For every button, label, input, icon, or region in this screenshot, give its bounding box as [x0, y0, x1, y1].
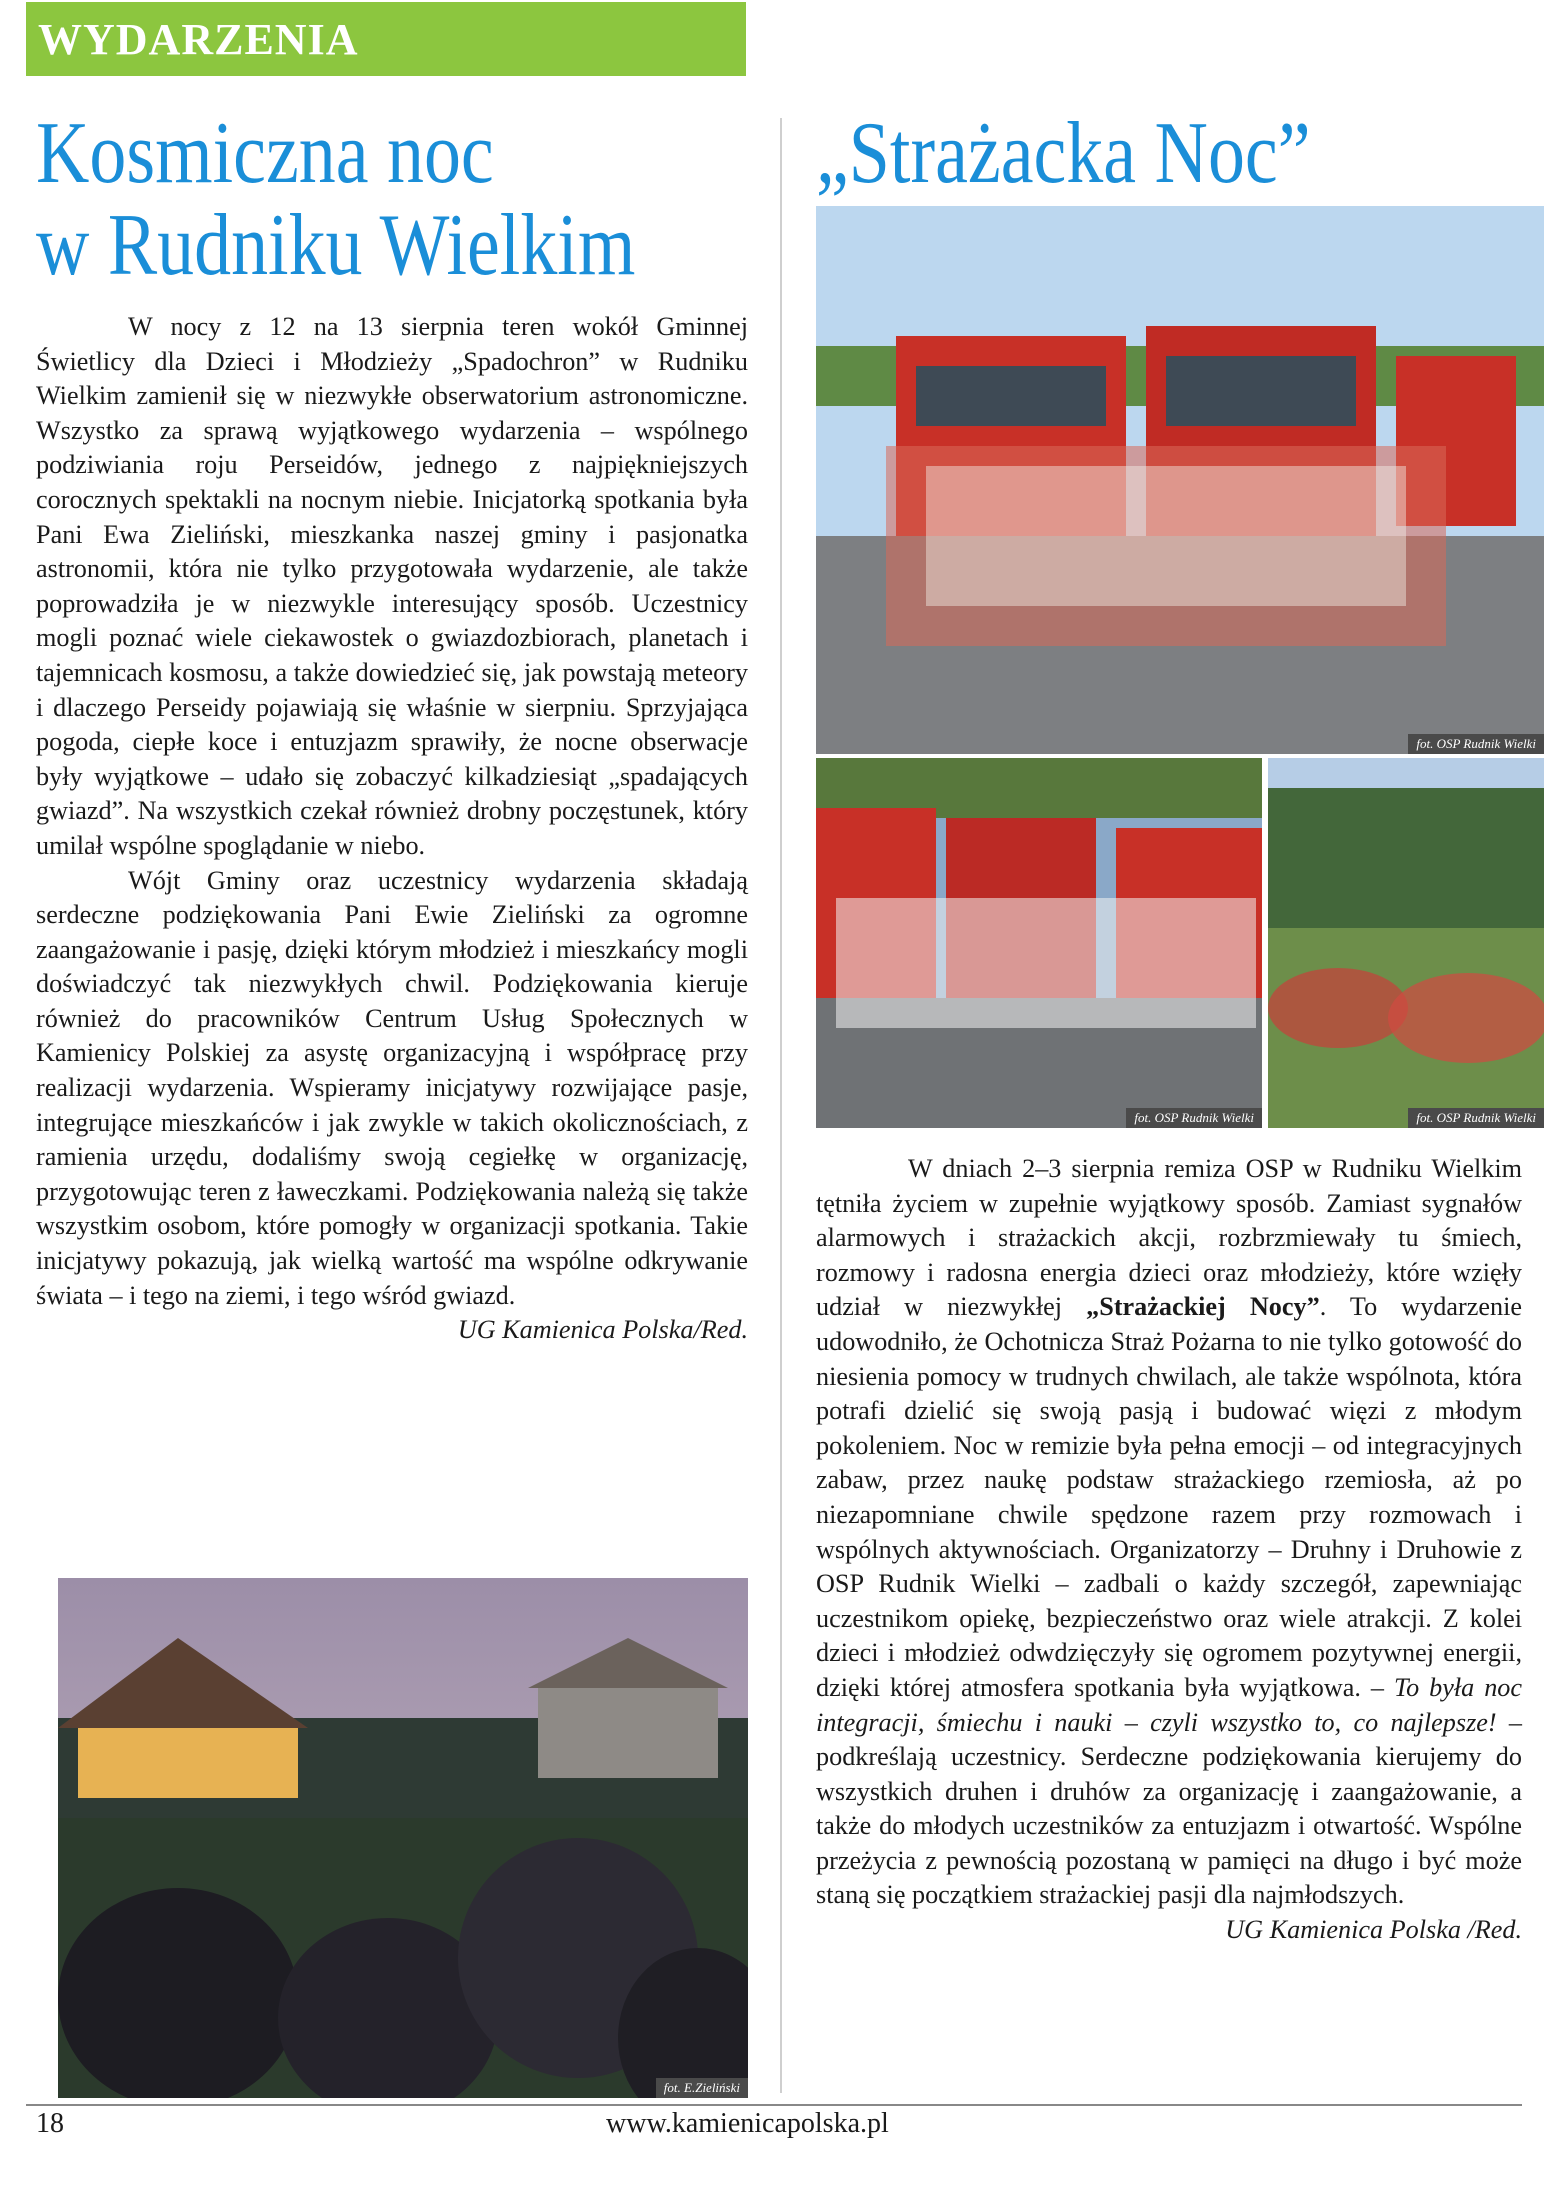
right-text-start: W dniach 2–3 sierpnia remiza OSP w Rudniku Wielkim tętniła życiem w zupełnie wyjątkowy sposób. Zamiast sygnałów alarmowych i strażackich akcji, rozbrzmiewały tu śmiech, rozmowy i radosna energia dzieci oraz młodzieży, które wzięły udział w niezwykłej: [816, 1154, 1522, 1322]
column-divider: [780, 118, 782, 2093]
website-link[interactable]: www.kamienicapolska.pl: [606, 2108, 889, 2139]
right-article-title: „Strażacka Noc”: [816, 105, 1311, 202]
outdoor-circle-photo: [1268, 758, 1544, 1128]
right-paragraph: [816, 1152, 1522, 1913]
left-article-body: [36, 310, 748, 1348]
left-paragraph-1: W nocy z 12 na 13 sierpnia teren wokół Gminnej Świetlicy dla Dzieci i Młodzieży „Spadochron” w Rudniku Wielkim zamienił się w niezwykłe obserwatorium astronomiczne. Wszystko za sprawą wyjątkowego wydarzenia – wspólnego podziwiania roju Perseidów, jednego z najpiękniejszych corocznych spektakli na nocnym niebie. Inicjatorką spotkania była Pani Ewa Zieliński, mieszkanka naszej gminy i pasjonatka astronomii, która nie tylko przygotowała wydarzenie, ale także poprowadziła je w niezwykle interesujący sposób. Uczestnicy mogli poznać wiele ciekawostek o gwiazdozbiorach, planetach i tajemnicach kosmosu, a także dowiedzieć się, jak powstają meteory i dlaczego Perseidy pojawiają się właśnie w sierpniu. Sprzyjająca pogoda, ciepłe koce i entuzjazm sprawiły, że nocne obserwacje były wyjątkowe – udało się zobaczyć kilkadziesiąt „spadających gwiazd”. Na wszystkich czekał również drobny poczęstunek, który umilał wspólne spoglądanie w niebo.: [36, 312, 748, 860]
right-text-middle: . To wydarzenie udowodniło, że Ochotnicza Straż Pożarna to nie tylko gotowość do niesienia pomocy w trudnych chwilach, ale także wspólnota, która potrafi dzielić się swoją pasją i budować więzi z młodym pokoleniem. Noc w remizie była pełna emocji – od integracyjnych zabaw, przez naukę podstaw strażackiego rzemiosła, aż po niezapomniane chwile spędzone razem przy rozmowach i wspólnych aktywnościach. Organizatorzy – Druhny i Druhowie z OSP Rudnik Wielki – zadbali o każdy szczegół, zapewniając uczestnikom opiekę, bezpieczeństwo oraz wiele atrakcji. Z kolei dzieci i młodzież odwdzięczyły się ogromem pozytywnej energii, dzięki której atmosfera spotkania była wyjątkowa. –: [816, 1292, 1522, 1702]
left-signature: UG Kamienica Polska/Red.: [457, 1315, 748, 1345]
right-text-end: – podkreślają uczestnicy. Serdeczne podziękowania kierujemy do wszystkich druhen i druhów za organizację i zaangażowanie, a także do młodych uczestników za entuzjazm i otwartość. Wspólne przeżycia z pewnością pozostaną w pamięci na długo i być może staną się początkiem strażackiej pasji dla najmłodszych.: [816, 1707, 1522, 1910]
right-photo-credit-2: fot. OSP Rudnik Wielki: [1126, 1108, 1262, 1128]
left-article-title: [36, 105, 636, 294]
right-signature: UG Kamienica Polska /Red.: [1225, 1915, 1522, 1945]
left-photo-credit: fot. E.Zieliński: [656, 2078, 748, 2098]
left-title-line1: Kosmiczna noc: [36, 105, 494, 202]
section-label: WYDARZENIA: [38, 15, 359, 64]
right-article-body: [816, 1152, 1522, 1948]
left-paragraph-2: Wójt Gminy oraz uczestnicy wydarzenia składają serdeczne podziękowania Pani Ewie Zieliński za ogromne zaangażowanie i pasję, dzięki którym młodzież i mieszkańcy mogli doświadczyć tak niezwykłych chwil. Podziękowania kieruje również do pracowników Centrum Usług Społecznych w Kamienicy Polskiej za asystę organizacyjną i współpracę przy realizacji wydarzenia. Wspieramy inicjatywy rozwijające pasje, integrujące mieszkańców i jak zwykle w takich okolicznościach, z ramienia urzędu, dodaliśmy swoją cegiełkę w organizację, przygotowując teren z ławeczkami. Podziękowania należą się także wszystkim osobom, które pomogły w organizacji spotkania. Takie inicjatywy pokazują, jak wielką wartość ma wspólne odkrywanie świata – i tego na ziemi, i tego wśród gwiazd.: [36, 865, 748, 1310]
night-gathering-photo: [58, 1578, 748, 2098]
left-title-line2: w Rudniku Wielkim: [36, 197, 636, 294]
page-number: 18: [36, 2108, 64, 2139]
fire-volunteers-photo: [816, 758, 1262, 1128]
right-text-event-name: „Strażackiej Nocy”: [1086, 1292, 1320, 1322]
right-text-quote: To była noc integracji, śmiechu i nauki – czyli wszystko to, co najlepsze!: [816, 1672, 1522, 1737]
right-photo-credit-1: fot. OSP Rudnik Wielki: [1408, 734, 1544, 754]
footer-divider: [26, 2104, 1522, 2106]
section-header: [26, 2, 746, 76]
right-photo-credit-3: fot. OSP Rudnik Wielki: [1408, 1108, 1544, 1128]
fire-station-group-photo: [816, 206, 1544, 754]
